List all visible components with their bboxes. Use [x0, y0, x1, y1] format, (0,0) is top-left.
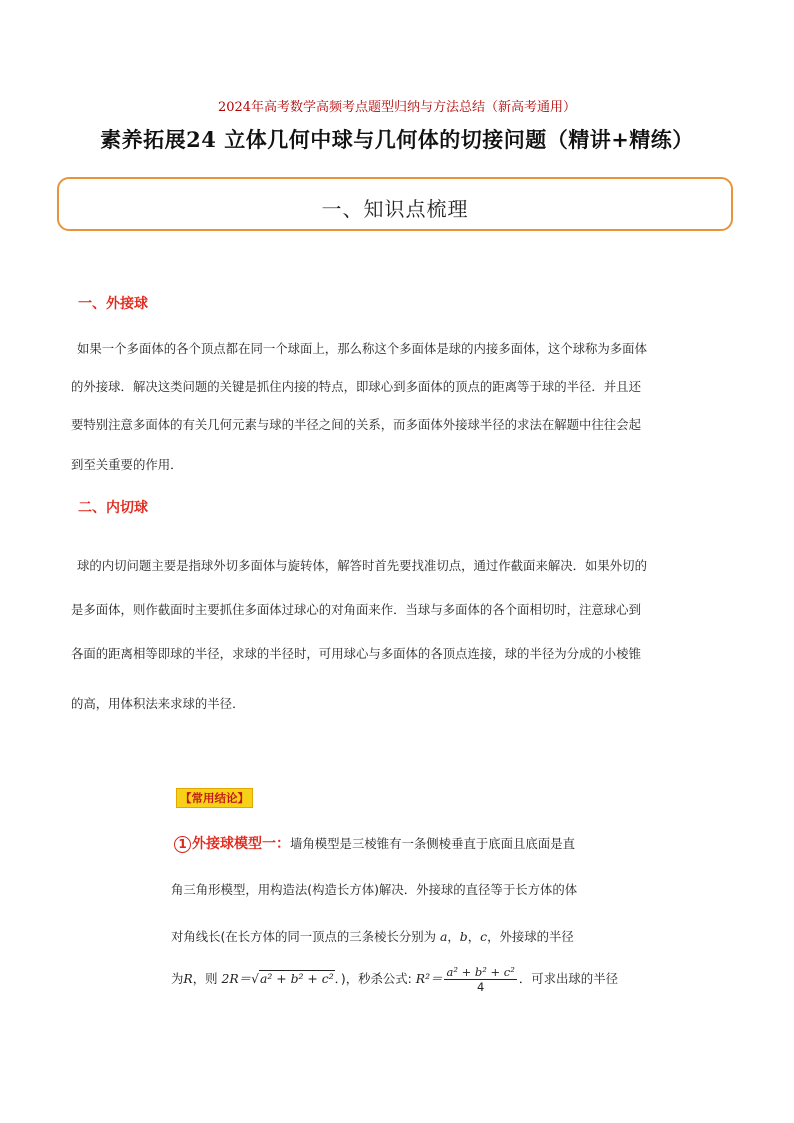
model1-line: [171, 927, 574, 945]
formula-radius-lhs: R²＝: [415, 971, 443, 986]
fraction-numerator: a² + b² + c²: [446, 965, 515, 979]
heading-inscribed-sphere: 二、内切球: [78, 500, 148, 516]
model1-text: ，则: [192, 971, 218, 986]
var-b: b: [459, 929, 468, 944]
formula-diameter-lhs: 2R＝: [221, 971, 252, 986]
sqrt-symbol: √: [251, 971, 259, 986]
model1-heading: 外接球模型一：: [192, 836, 290, 852]
section-title: 一、知识点梳理: [321, 197, 469, 221]
paragraph-line: 如果一个多面体的各个顶点都在同一个球面上，那么称这个多面体是球的内接多面体，这个球称为多面体: [77, 341, 647, 356]
model1-text: 为: [171, 971, 184, 986]
paragraph-line: 的外接球．解决这类问题的关键是抓住内接的特点，即球心到多面体的顶点的距离等于球的半径．并且还: [71, 379, 641, 394]
model1-text: 墙角模型是三棱锥有一条侧棱垂直于底面且底面是直: [290, 836, 575, 851]
model1-text: ．可求出球的半径: [518, 971, 618, 986]
document-subtitle: 2024年高考数学高频考点题型归纳与方法总结（新高考通用）: [217, 100, 577, 115]
circled-number-icon: 1: [174, 836, 191, 853]
separator: ，: [467, 929, 481, 944]
paragraph-line: 要特别注意多面体的有关几何元素与球的半径之间的关系，而多面体外接球半径的求法在解题中往往会起: [71, 417, 641, 432]
separator: ，: [447, 929, 460, 944]
model1-formula-line: [171, 965, 618, 994]
paragraph-line: 是多面体，则作截面时主要抓住多面体过球心的对角面来作．当球与多面体的各个面相切时，注意球心到: [71, 602, 641, 617]
document-title: 素养拓展24 立体几何中球与几何体的切接问题（精讲+精练）: [100, 127, 694, 152]
heading-circumscribed-sphere: 一、外接球: [78, 296, 148, 312]
model1-text: ．)，秒杀公式:: [334, 971, 412, 986]
var-R: R: [183, 971, 193, 986]
var-c: c: [480, 929, 488, 944]
paragraph-line: 各面的距离相等即球的半径，求球的半径时，可用球心与多面体的各顶点连接，球的半径为分成的小棱锥: [71, 646, 641, 661]
model1-first-line: [174, 833, 575, 853]
common-conclusions-tag: 【常用结论】: [176, 788, 253, 808]
formula-diameter-radicand: a² + b² + c²: [259, 971, 334, 986]
paragraph-line: 的高，用体积法来求球的半径．: [71, 696, 245, 711]
formula-radius-fraction: [444, 965, 516, 994]
var-a: a: [440, 929, 448, 944]
model1-line: 角三角形模型，用构造法(构造长方体)解决．外接球的直径等于长方体的体: [171, 882, 578, 897]
model1-text: 对角线长(在长方体的同一顶点的三条棱长分别为: [171, 929, 437, 944]
model1-text: ，外接球的半径: [487, 929, 574, 944]
paragraph-line: 到至关重要的作用．: [71, 457, 183, 472]
paragraph-line: 球的内切问题主要是指球外切多面体与旋转体，解答时首先要找准切点，通过作截面来解决．如果外切的: [77, 558, 647, 573]
fraction-denominator: 4: [477, 980, 485, 994]
